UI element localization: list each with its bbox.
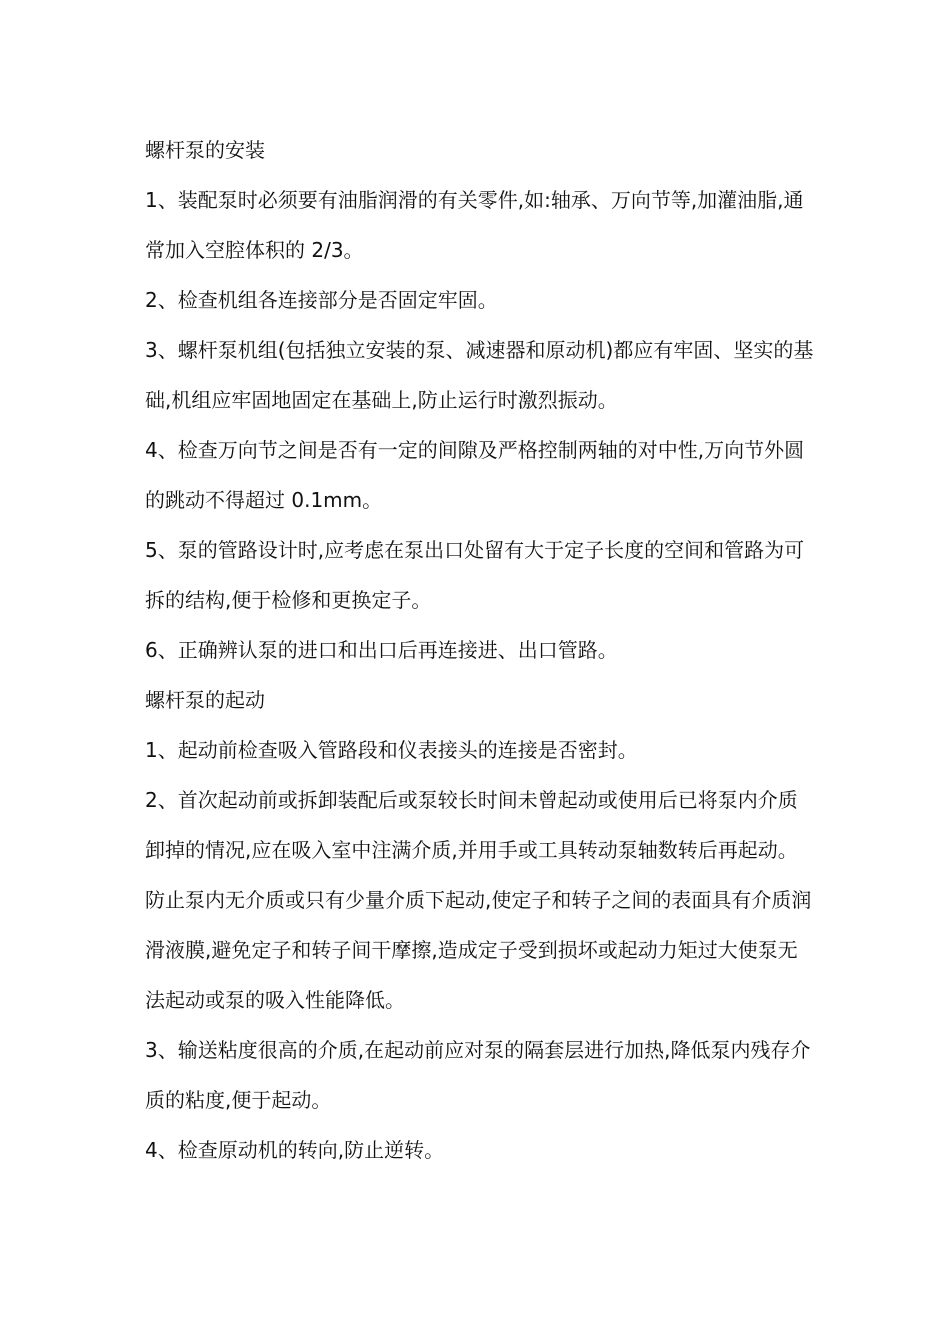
installation-item-2: 2、检查机组各连接部分是否固定牢固。 — [145, 288, 498, 312]
document-body — [145, 125, 815, 1175]
startup-item-4: 4、检查原动机的转向,防止逆转。 — [145, 1138, 445, 1162]
section-heading-installation: 螺杆泵的安装 — [145, 138, 265, 162]
startup-item-3: 3、输送粘度很高的介质,在起动前应对泵的隔套层进行加热,降低泵内残存介质的粘度,便于起动。 — [145, 1038, 811, 1112]
installation-item-1: 1、装配泵时必须要有油脂润滑的有关零件,如:轴承、万向节等,加灌油脂,通常加入空腔体积的 2/3。 — [145, 188, 804, 262]
startup-item-2: 2、首次起动前或拆卸装配后或泵较长时间未曾起动或使用后已将泵内介质卸掉的情况,应在吸入室中注满介质,并用手或工具转动泵轴数转后再起动。防止泵内无介质或只有少量介质下起动,使定子和转子之间的表面具有介质润滑液膜,避免定子和转子间干摩擦,造成定子受到损坏或起动力矩过大使泵无法起动或泵的吸入性能降低。 — [145, 788, 812, 1012]
section-heading-startup: 螺杆泵的起动 — [145, 688, 265, 712]
installation-item-3: 3、螺杆泵机组(包括独立安装的泵、减速器和原动机)都应有牢固、坚实的基础,机组应牢固地固定在基础上,防止运行时激烈振动。 — [145, 338, 814, 412]
installation-item-6: 6、正确辨认泵的进口和出口后再连接进、出口管路。 — [145, 638, 618, 662]
startup-item-1: 1、起动前检查吸入管路段和仪表接头的连接是否密封。 — [145, 738, 638, 762]
installation-item-4: 4、检查万向节之间是否有一定的间隙及严格控制两轴的对中性,万向节外圆的跳动不得超过 0.1mm。 — [145, 438, 805, 512]
installation-item-5: 5、泵的管路设计时,应考虑在泵出口处留有大于定子长度的空间和管路为可拆的结构,便于检修和更换定子。 — [145, 538, 805, 612]
